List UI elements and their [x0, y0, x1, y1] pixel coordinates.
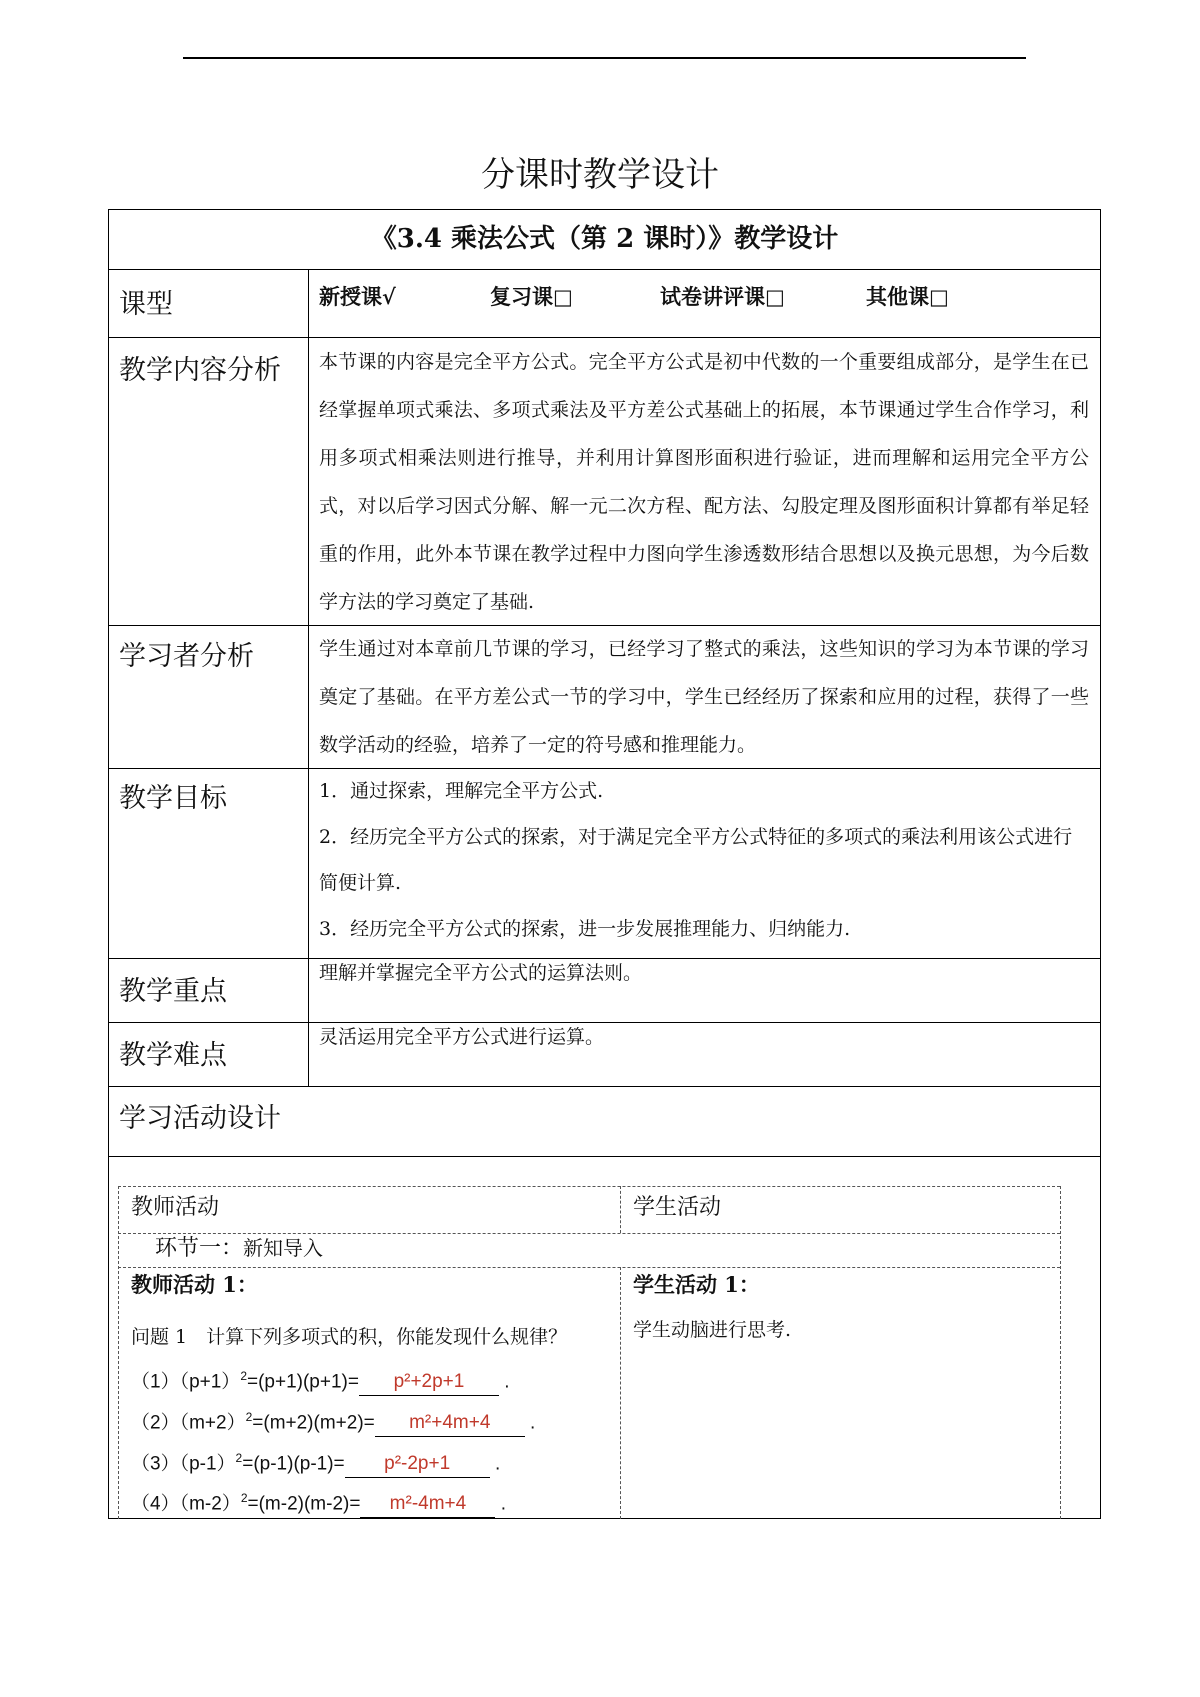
- stage-prefix: 环节一：: [155, 1236, 244, 1261]
- student-activity-1-title: 学生活动 1：: [633, 1272, 760, 1297]
- activity-design-label: 学习活动设计: [119, 1103, 281, 1134]
- difficulties-text: 灵活运用完全平方公式进行运算。: [319, 1026, 605, 1048]
- equation-expansion: =(m-2)(m-2)=: [247, 1493, 361, 1515]
- content-analysis-label: 教学内容分析: [119, 355, 281, 386]
- equation-lhs: （m-2）: [179, 1493, 241, 1515]
- equation-row: [131, 1359, 510, 1393]
- equation-answer: p²-2p+1: [345, 1451, 490, 1478]
- content-analysis-text: 本节课的内容是完全平方公式。完全平方公式是初中代数的一个重要组成部分，是学生在已经掌握单项式乘法、多项式乘法及平方差公式基础上的拓展，本节课通过学生合作学习，利用多项式相乘法则进行推导，并利用计算图形面积进行验证，进而理解和运用完全平方公式，对以后学习因式分解、解一元二次方程、配方法、勾股定理及图形面积计算都有举足轻重的作用，此外本节课在教学过程中力图向学生渗透数形结合思想以及换元思想，为今后数学方法的学习奠定了基础.: [319, 351, 1089, 613]
- activity-table-border: [118, 1186, 119, 1519]
- equation-row: [131, 1481, 506, 1515]
- lesson-type-label: 课型: [119, 289, 173, 320]
- equation-lhs: （p-1）: [179, 1453, 236, 1475]
- lesson-subtitle: 《3.4 乘法公式（第 2 课时）》教学设计: [370, 224, 839, 254]
- equation-exponent: 2: [245, 1410, 253, 1424]
- table-divider: [108, 1022, 1101, 1023]
- lesson-type-new: 新授课√: [319, 284, 396, 309]
- equation-answer: m²-4m+4: [360, 1491, 495, 1518]
- objective-item: 1．通过探索，理解完全平方公式.: [319, 780, 604, 802]
- equation-number: （3）: [131, 1453, 180, 1475]
- teacher-activity-1-title: 教师活动 1：: [131, 1272, 258, 1297]
- equation-exponent: 2: [240, 1491, 248, 1505]
- table-divider: [108, 269, 1101, 270]
- equation-period: .: [500, 1493, 507, 1515]
- equation-expansion: =(p-1)(p-1)=: [242, 1453, 345, 1475]
- equation-exponent: 2: [235, 1451, 243, 1465]
- equation-number: （2）: [131, 1412, 180, 1434]
- lesson-type-other: 其他课□: [866, 284, 949, 309]
- difficulties-label: 教学难点: [119, 1040, 227, 1071]
- objectives-label: 教学目标: [119, 783, 227, 814]
- equation-period: .: [504, 1371, 510, 1393]
- lesson-type-review: 复习课□: [490, 284, 573, 309]
- header-rule: [183, 57, 1026, 59]
- teacher-activity-header: 教师活动: [131, 1195, 220, 1220]
- activity-table-border: [118, 1186, 1060, 1187]
- equation-period: .: [530, 1412, 536, 1434]
- student-activity-header: 学生活动: [633, 1195, 722, 1220]
- equation-number: （1）: [131, 1371, 180, 1393]
- objective-item: 3．经历完全平方公式的探索，进一步发展推理能力、归纳能力.: [319, 918, 851, 940]
- equation-row: [131, 1441, 500, 1475]
- equation-expansion: =(p+1)(p+1)=: [247, 1371, 359, 1393]
- equation-lhs: （p+1）: [179, 1371, 241, 1393]
- table-divider: [108, 1156, 1101, 1157]
- activity-column-divider: [620, 1267, 621, 1519]
- stage-name: 新知导入: [243, 1236, 324, 1260]
- question-1: 问题 1 计算下列多项式的积，你能发现什么规律？: [131, 1326, 568, 1348]
- equation-period: .: [494, 1453, 501, 1475]
- equation-number: （4）: [131, 1493, 180, 1515]
- key-points-text: 理解并掌握完全平方公式的运算法则。: [319, 962, 643, 984]
- equation-row: [131, 1400, 535, 1434]
- equation-answer: m²+4m+4: [375, 1410, 525, 1437]
- document-title: 分课时教学设计: [481, 155, 719, 195]
- activity-table-border: [1060, 1186, 1061, 1519]
- activity-table-border: [118, 1267, 1060, 1268]
- learner-analysis-label: 学习者分析: [119, 641, 254, 672]
- activity-column-divider: [620, 1186, 621, 1233]
- equation-answer: p²+2p+1: [359, 1369, 499, 1396]
- objective-item: 2．经历完全平方公式的探索，对于满足完全平方公式特征的多项式的乘法利用该公式进行简便计算.: [319, 826, 1073, 894]
- equation-expansion: =(m+2)(m+2)=: [252, 1412, 375, 1434]
- learner-analysis-text: 学生通过对本章前几节课的学习，已经学习了整式的乘法，这些知识的学习为本节课的学习奠定了基础。在平方差公式一节的学习中，学生已经经历了探索和应用的过程，获得了一些数学活动的经验，培养了一定的符号感和推理能力。: [319, 638, 1089, 756]
- table-divider: [108, 1086, 1101, 1087]
- lesson-type-exam-review: 试卷讲评课□: [660, 284, 785, 309]
- equation-lhs: （m+2）: [179, 1412, 246, 1434]
- stage-one-heading: [155, 1233, 323, 1264]
- equation-exponent: 2: [240, 1369, 247, 1383]
- key-points-label: 教学重点: [119, 976, 227, 1007]
- student-activity-1-text: 学生动脑进行思考.: [633, 1319, 792, 1341]
- label-column-divider: [308, 269, 309, 1086]
